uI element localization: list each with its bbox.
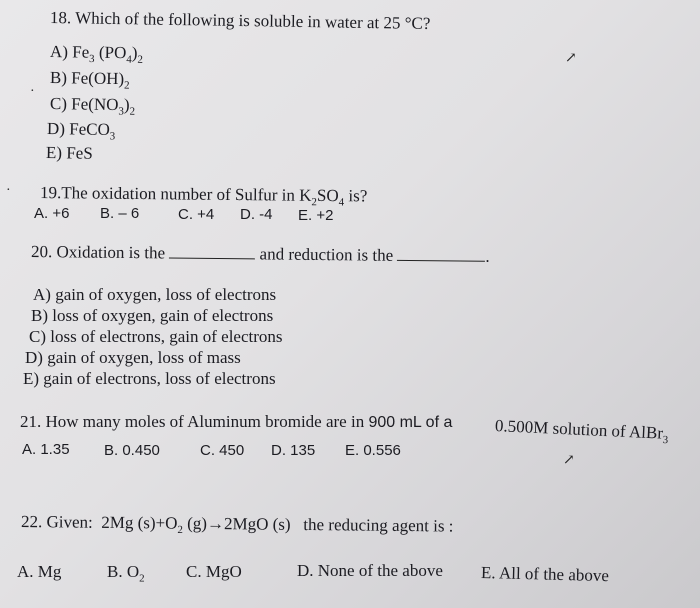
q20-blank-oxidation (169, 243, 255, 259)
q21-stem-continued: 0.500M solution of AlBr$_3$ (494, 416, 669, 447)
q21-option-d: D. 135 (271, 442, 316, 459)
q22-option-d: D. None of the above (297, 561, 443, 580)
q19-option-d: D. -4 (240, 206, 273, 223)
pen-dot-mark: · (6, 183, 11, 198)
q18-option-c: C) $Fe(NO_3)_2$ (49, 94, 136, 118)
q19-option-b: B. – 6 (100, 205, 140, 222)
q18-stem: 18. Which of the following is soluble in water at 25 °C? (49, 8, 431, 33)
q21-option-c: C. 450 (200, 442, 245, 459)
q20-option-c: C) loss of electrons, gain of electrons (29, 327, 283, 346)
q20-option-e: E) gain of electrons, loss of electrons (23, 369, 276, 388)
q21-option-e: E. 0.556 (345, 442, 401, 459)
q22-option-e: E. All of the above (480, 563, 610, 586)
q18-option-a: A) $Fe_3$ $(PO_4)_2$ (49, 42, 144, 66)
q22-option-a: A. Mg (17, 562, 62, 581)
q18-option-d: D) FeCO$_3$ (46, 119, 116, 143)
q21-option-a: A. 1.35 (22, 441, 70, 458)
q20-option-d: D) gain of oxygen, loss of mass (25, 348, 241, 367)
q19-option-c: C. +4 (178, 206, 215, 223)
q19-option-e: E. +2 (298, 207, 334, 224)
pen-dot-mark: · (30, 84, 35, 99)
q22-option-c: C. MgO (186, 562, 242, 581)
q18-option-b: B) $Fe(OH)_2$ (49, 68, 130, 92)
q20-option-b: B) loss of oxygen, gain of electrons (31, 306, 274, 325)
q22-stem: 22. Given: 2Mg $(s)+O_2$ (g)→2MgO (s) the reducing agent is : (20, 512, 454, 537)
q21-stem: 21. How many moles of Aluminum bromide are in 900 mL of a (20, 412, 453, 431)
q19-stem: 19.The oxidation number of Sulfur in $K_2SO_4$ is? (39, 183, 368, 209)
q21-option-b: B. 0.450 (104, 442, 160, 459)
q20-blank-reduction (397, 246, 485, 262)
pen-arrow-mark: ↗ (565, 51, 577, 66)
q19-option-a: A. +6 (34, 205, 70, 222)
q20-stem: 20. Oxidation is the and reduction is the . (30, 242, 490, 266)
q20-option-a: A) gain of oxygen, loss of electrons (33, 285, 277, 304)
q22-option-b: B. $O_2$ (107, 562, 145, 585)
pen-arrow-mark: ↗ (563, 453, 575, 468)
q18-option-e: E) FeS (45, 143, 93, 163)
